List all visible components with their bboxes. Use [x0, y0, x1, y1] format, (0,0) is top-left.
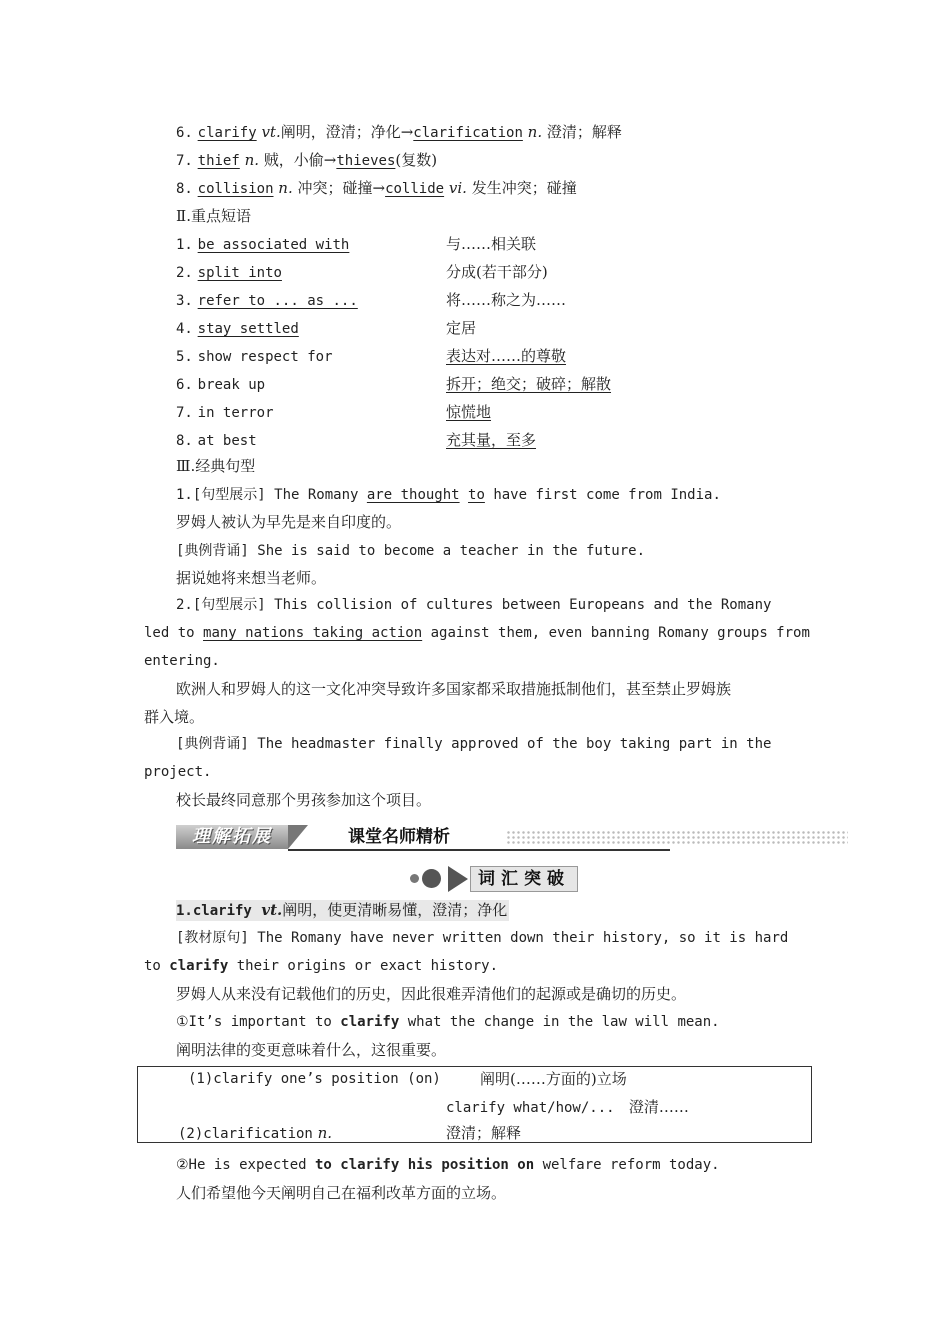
phrase-english: in terror: [197, 405, 274, 421]
phrase-number: 2.: [176, 265, 193, 281]
sentence-2-translation-1: 欧洲人和罗姆人的这一文化冲突导致许多国家都采取措施抵制他们，甚至禁止罗姆族: [176, 680, 732, 698]
phrase-chinese: 定居: [446, 319, 477, 337]
phrase-chinese: 将……称之为……: [446, 291, 567, 309]
phrase-chinese: 与……相关联: [446, 235, 537, 253]
entry-1-source-line1: [教材原句] The Romany have never written down their history, so it is hard: [176, 930, 789, 946]
vocab-item-8: 8. collision n. 冲突；碰撞→collide vi. 发生冲突；碰撞: [176, 179, 577, 197]
phrase-row: [176, 290, 776, 311]
phrase-row: [176, 346, 776, 367]
phrase-chinese: 分成(若干部分): [446, 263, 548, 281]
phrase-row: [176, 402, 776, 423]
entry-1-example-1-translation: 阐明法律的变更意味着什么，这很重要。: [176, 1041, 447, 1059]
sentence-2-display-line2: led to many nations taking action against them, even banning Romany groups from: [144, 625, 810, 641]
usage-row-1-en: (1)clarify one’s position (on): [188, 1071, 441, 1087]
usage-row-3-en: (2)clarification n.: [178, 1124, 333, 1142]
chevron-right-icon: [448, 866, 468, 892]
phrase-row: [176, 262, 776, 283]
usage-row-2: clarify what/how/... 澄清……: [446, 1098, 689, 1116]
banner-title: 课堂名师精析: [348, 827, 450, 847]
entry-1-heading: 1.clarify vt.阐明，使更清晰易懂，澄清；净化: [176, 901, 508, 919]
usage-row-1-zh: 阐明(……方面的)立场: [480, 1070, 627, 1088]
phrase-chinese: 充其量，至多: [446, 431, 537, 449]
phrase-number: 8.: [176, 433, 193, 449]
phrase-number: 3.: [176, 293, 193, 309]
phrase-english: show respect for: [197, 349, 333, 365]
phrase-number: 7.: [176, 405, 193, 421]
phrase-chinese: 惊慌地: [446, 403, 492, 421]
section-banner: [176, 822, 848, 852]
phrase-english: refer to ... as ...: [197, 293, 358, 309]
vocab-header-label: 词汇突破: [470, 866, 578, 892]
phrase-chinese: 表达对……的尊敬: [446, 347, 567, 365]
phrase-english: stay settled: [197, 321, 299, 337]
phrase-english: at best: [197, 433, 257, 449]
usage-table: [137, 1066, 812, 1143]
banner-slant: [288, 825, 308, 849]
sentence-2-translation-2: 群入境。: [144, 708, 205, 726]
phrase-row: [176, 234, 776, 255]
sentence-2-example-line2: project.: [144, 764, 212, 780]
phrase-english: be associated with: [197, 237, 350, 253]
entry-1-source-translation: 罗姆人从来没有记载他们的历史，因此很难弄清他们的起源或是确切的历史。: [176, 985, 687, 1003]
entry-1-example-2-translation: 人们希望他今天阐明自己在福利改革方面的立场。: [176, 1184, 507, 1202]
usage-row-3-zh: 澄清；解释: [446, 1124, 522, 1142]
phrase-english: split into: [197, 265, 282, 281]
section-2-title: Ⅱ.重点短语: [176, 207, 251, 225]
sentence-2-example-line1: [典例背诵] The headmaster finally approved of the boy taking part in the: [176, 736, 772, 752]
sentence-2-display-line1: 2.[句型展示] This collision of cultures between Europeans and the Romany: [176, 597, 772, 613]
phrase-row: [176, 374, 776, 395]
small-dot-icon: [410, 874, 419, 883]
large-dot-icon: [422, 869, 441, 888]
banner-dot-pattern: [506, 830, 848, 846]
vocab-item-7: 7. thief n. 贼，小偷→thieves(复数): [176, 151, 438, 169]
sentence-2-example-translation: 校长最终同意那个男孩参加这个项目。: [176, 791, 432, 809]
phrase-number: 4.: [176, 321, 193, 337]
banner-label: 理解拓展: [176, 825, 288, 849]
vocab-breakthrough-header: [404, 864, 582, 892]
phrase-row: [176, 318, 776, 339]
phrase-number: 6.: [176, 377, 193, 393]
sentence-1-translation: 罗姆人被认为早先是来自印度的。: [176, 513, 402, 531]
phrase-english: break up: [197, 377, 266, 393]
entry-1-example-2: ②He is expected to clarify his position on welfare reform today.: [176, 1157, 720, 1173]
phrase-number: 1.: [176, 237, 193, 253]
sentence-1-example-translation: 据说她将来想当老师。: [176, 569, 327, 587]
entry-1-example-1: ①It’s important to clarify what the change in the law will mean.: [176, 1014, 720, 1030]
vocab-item-6: 6. clarify vt.阐明，澄清；净化→clarification n. 澄清；解释: [176, 123, 622, 141]
sentence-2-display-line3: entering.: [144, 653, 220, 669]
sentence-1-display: 1.[句型展示] The Romany are thought to have first come from India.: [176, 487, 721, 503]
phrase-chinese: 拆开；绝交；破碎；解散: [446, 375, 612, 393]
section-3-title: Ⅲ.经典句型: [176, 457, 256, 475]
phrase-number: 5.: [176, 349, 193, 365]
sentence-1-example: [典例背诵] She is said to become a teacher in the future.: [176, 543, 646, 559]
entry-1-source-line2: to clarify their origins or exact history.: [144, 958, 499, 974]
phrase-row: [176, 430, 776, 451]
banner-underline: [288, 849, 670, 851]
